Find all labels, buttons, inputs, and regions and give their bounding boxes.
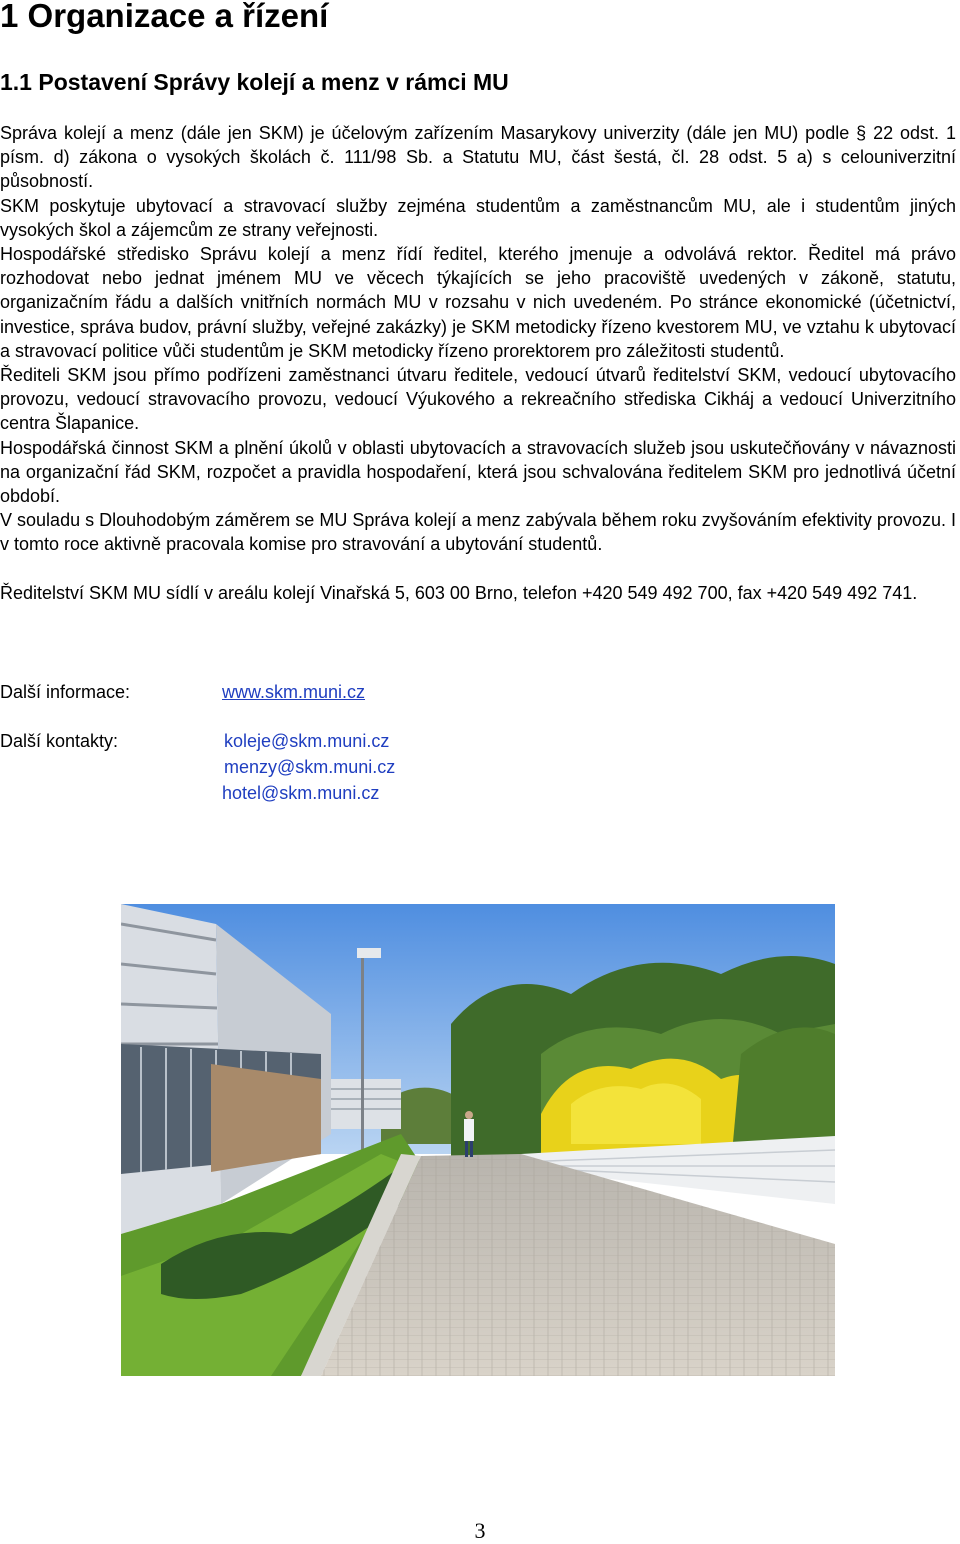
paragraph-address: Ředitelství SKM MU sídlí v areálu kolejí Vinařská 5, 603 00 Brno, telefon +420 549 492 700, fax +420 549 492 741.	[0, 582, 918, 603]
paragraph-subordinates: Řediteli SKM jsou přímo podřízeni zaměstnanci útvaru ředitele, vedoucí útvarů ředitelství SKM, vedoucí ubytovacího provozu, vedoucí stravovacího provozu, vedoucí Výukového a rekreačního střediska Cikháj a vedoucí Univerzitního centra Šlapanice.	[0, 365, 956, 434]
chapter-heading: 1 Organizace a řízení	[0, 0, 329, 34]
paragraph-status: Správa kolejí a menz (dále jen SKM) je účelovým zařízením Masarykovy univerzity (dále jen MU) podle § 22 odst. 1 písm. d) zákona o vysokých školách č. 111/98 Sb. a Statutu MU, část šestá, čl. 28 odst. 5 a) s celouniverzitní působností.	[0, 123, 956, 192]
website-link[interactable]: www.skm.muni.cz	[222, 682, 366, 702]
info-label: Další informace:	[0, 682, 131, 702]
paragraph-economy: Hospodářská činnost SKM a plnění úkolů v oblasti ubytovacích a stravovacích služeb jsou uskutečňovány v návaznosti na organizační řád SKM, rozpočet a pravidla hospodaření, která jsou schvalována ředitelem SKM pro jednotlivá účetní období.	[0, 437, 956, 507]
body-text	[0, 121, 956, 605]
page-number: 3	[474, 1518, 486, 1543]
paragraph-management: Hospodářské středisko Správu kolejí a menz řídí ředitel, kterého jmenuje a odvolává rektor. Ředitel má právo rozhodovat nebo jednat jménem MU ve věcech týkajících se jeho pracoviště uvedených v zákoně, statutu, organizačním řádu a dalších vnitřních normách MU v rozsahu v nich uvedeném. Po stránce ekonomické (účetnictví, investice, správa budov, právní služby, veřejné zakázky) je SKM metodicky řízeno kvestorem MU, ve vztahu k ubytovací a stravovací politice vůči studentům je SKM metodicky řízeno prorektorem pro záležitosti studentů.	[0, 244, 956, 361]
paragraph-services: SKM poskytuje ubytovací a stravovací služby zejména studentům a zaměstnancům MU, ale i studentům jiných vysokých škol a zájemcům ze strany veřejnosti.	[0, 195, 956, 240]
section-heading: 1.1 Postavení Správy kolejí a menz v rámci MU	[0, 69, 509, 95]
campus-photo	[121, 904, 835, 1376]
email-link-menzy[interactable]: menzy@skm.muni.cz	[224, 757, 396, 777]
email-link-koleje[interactable]: koleje@skm.muni.cz	[224, 731, 390, 751]
paragraph-efficiency: V souladu s Dlouhodobým záměrem se MU Správa kolejí a menz zabývala během roku zvyšováním efektivity provozu. I v tomto roce aktivně pracovala komise pro stravování a ubytování studentů.	[0, 510, 956, 555]
email-link-hotel[interactable]: hotel@skm.muni.cz	[222, 783, 380, 803]
contacts-label: Další kontakty:	[0, 731, 119, 751]
